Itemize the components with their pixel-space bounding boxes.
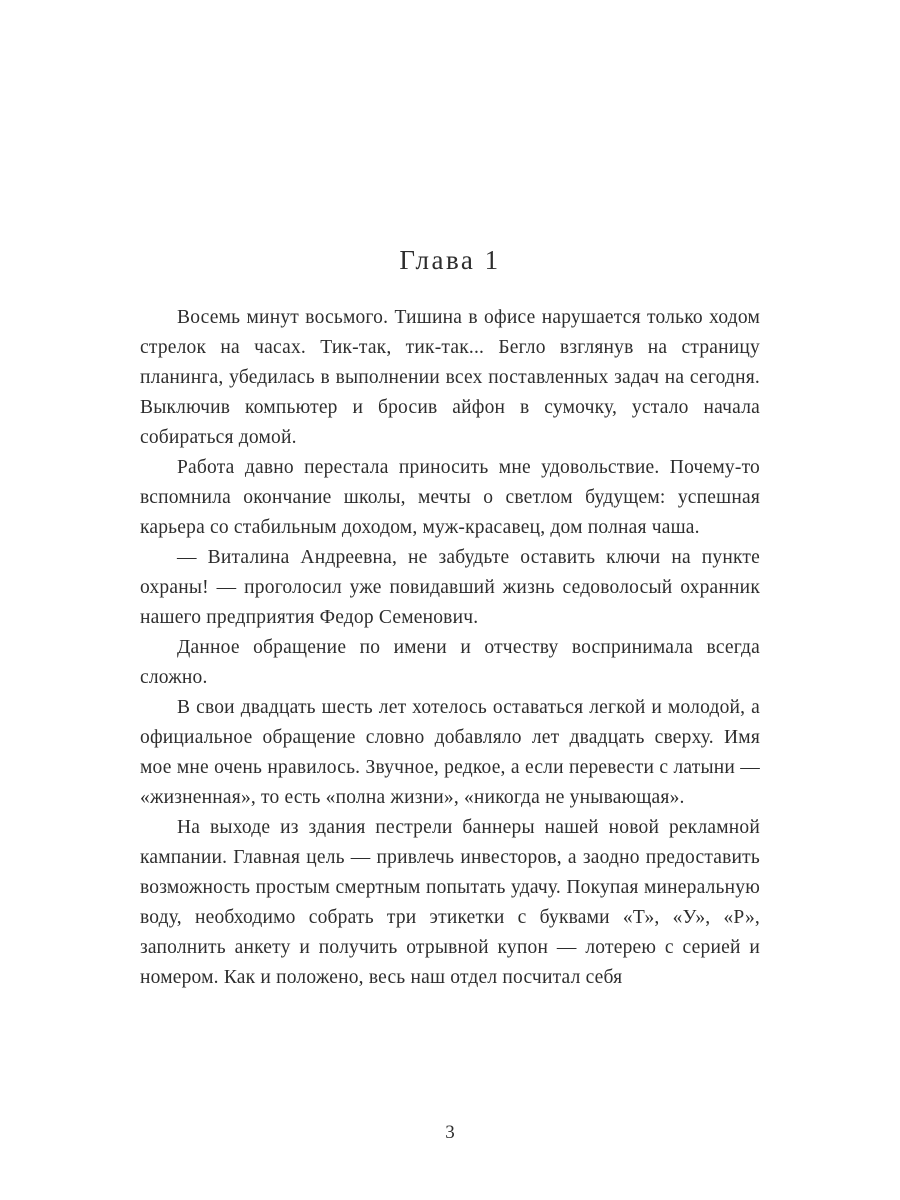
body-text — [140, 303, 760, 993]
chapter-title: Глава 1 — [399, 245, 501, 275]
paragraph: Восемь минут восьмого. Тишина в офисе нарушается только ходом стрелок на часах. Тик-так, тик-так... Бегло взглянув на страницу планинга, убедилась в выполнении всех поставленных задач на сегодня. Выключив компьютер и бросив айфон в сумочку, устало начала собираться домой. — [140, 307, 760, 448]
paragraph: В свои двадцать шесть лет хотелось оставаться легкой и молодой, а официальное обращение словно добавляло лет двадцать сверху. Имя мое мне очень нравилось. Звучное, редкое, а если перевести с латыни — «жизненная», то есть «полна жизни», «никогда не унывающая». — [140, 697, 760, 808]
paragraph: — Виталина Андреевна, не забудьте оставить ключи на пункте охраны! — проголосил уже повидавший жизнь седоволосый охранник нашего предприятия Федор Семенович. — [140, 547, 760, 628]
page-number: 3 — [445, 1122, 455, 1143]
paragraph: Данное обращение по имени и отчеству воспринимала всегда сложно. — [140, 637, 760, 688]
paragraph: Работа давно перестала приносить мне удовольствие. Почему-то вспомнила окончание школы, мечты о светлом будущем: успешная карьера со стабильным доходом, муж-красавец, дом полная чаша. — [140, 457, 760, 538]
paragraph: На выходе из здания пестрели баннеры нашей новой рекламной кампании. Главная цель — привлечь инвесторов, а заодно предоставить возможность простым смертным попытать удачу. Покупая минеральную воду, необходимо собрать три этикетки с буквами «Т», «У», «Р», заполнить анкету и получить отрывной купон — лотерею с серией и номером. Как и положено, весь наш отдел посчитал себя — [140, 817, 760, 988]
page-content — [140, 0, 760, 993]
